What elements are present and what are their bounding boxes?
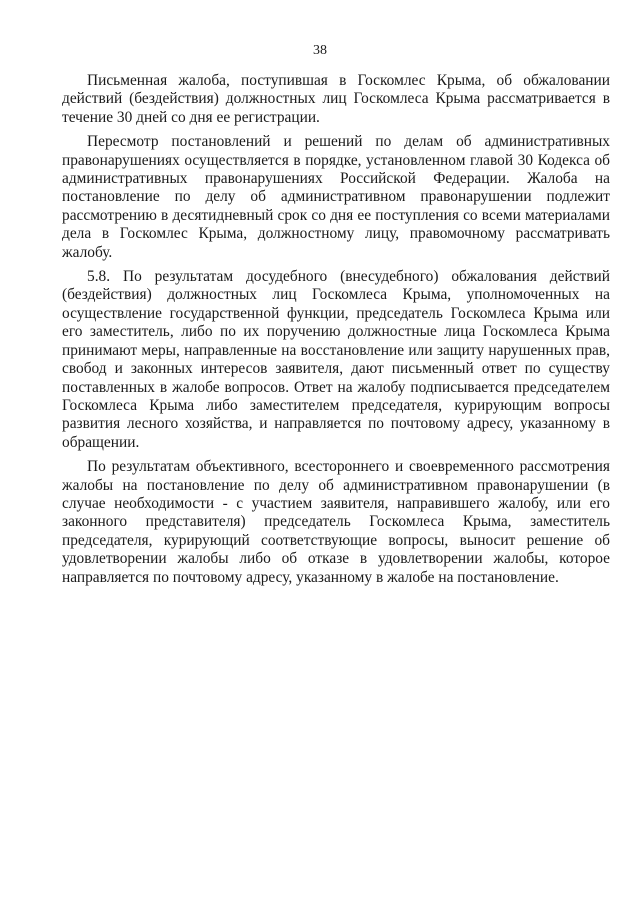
paragraph-section-5-8: 5.8. По результатам досудебного (внесудебного) обжалования действий (бездействия) должностных лиц Госкомлеса Крыма, уполномоченных на осуществление государственной функции, председатель Госкомлеса Крыма или его заместитель, либо по их поручению должностные лица Госкомлеса Крыма принимают меры, направленные на восстановление или защиту нарушенных прав, свобод и законных интересов заявителя, дают письменный ответ по существу поставленных в жалобе вопросов. Ответ на жалобу подписывается председателем Госкомлеса Крыма либо заместителем председателя, курирующим вопросы развития лесного хозяйства, и направляется по почтовому адресу, указанному в обращении. <box>62 268 610 451</box>
paragraph-review-of-decisions: Пересмотр постановлений и решений по делам об административных правонарушениях осуществляется в порядке, установленном главой 30 Кодекса об административных правонарушениях Российской Федерации. Жалоба на постановление по делу об административном правонарушении подлежит рассмотрению в десятидневный срок со дня ее поступления со всеми материалами дела в Госкомлес Крыма, должностному лицу, правомочному рассматривать жалобу. <box>62 133 610 261</box>
paragraph-written-complaint: Письменная жалоба, поступившая в Госкомлес Крыма, об обжаловании действий (бездействия) должностных лиц Госкомлеса Крыма рассматривается в течение 30 дней со дня ее регистрации. <box>62 72 610 126</box>
paragraph-complaint-outcome: По результатам объективного, всестороннего и своевременного рассмотрения жалобы на постановление по делу об административном правонарушении (в случае необходимости - с участием заявителя, направившего жалобу, или его законного представителя) председатель Госкомлеса Крыма, заместитель председателя, курирующий соответствующие вопросы, выносит решение об удовлетворении жалобы либо об отказе в удовлетворении жалобы, которое направляется по почтовому адресу, указанному в жалобе на постановление. <box>62 458 610 586</box>
page-number: 38 <box>313 43 327 58</box>
document-body <box>62 72 610 593</box>
